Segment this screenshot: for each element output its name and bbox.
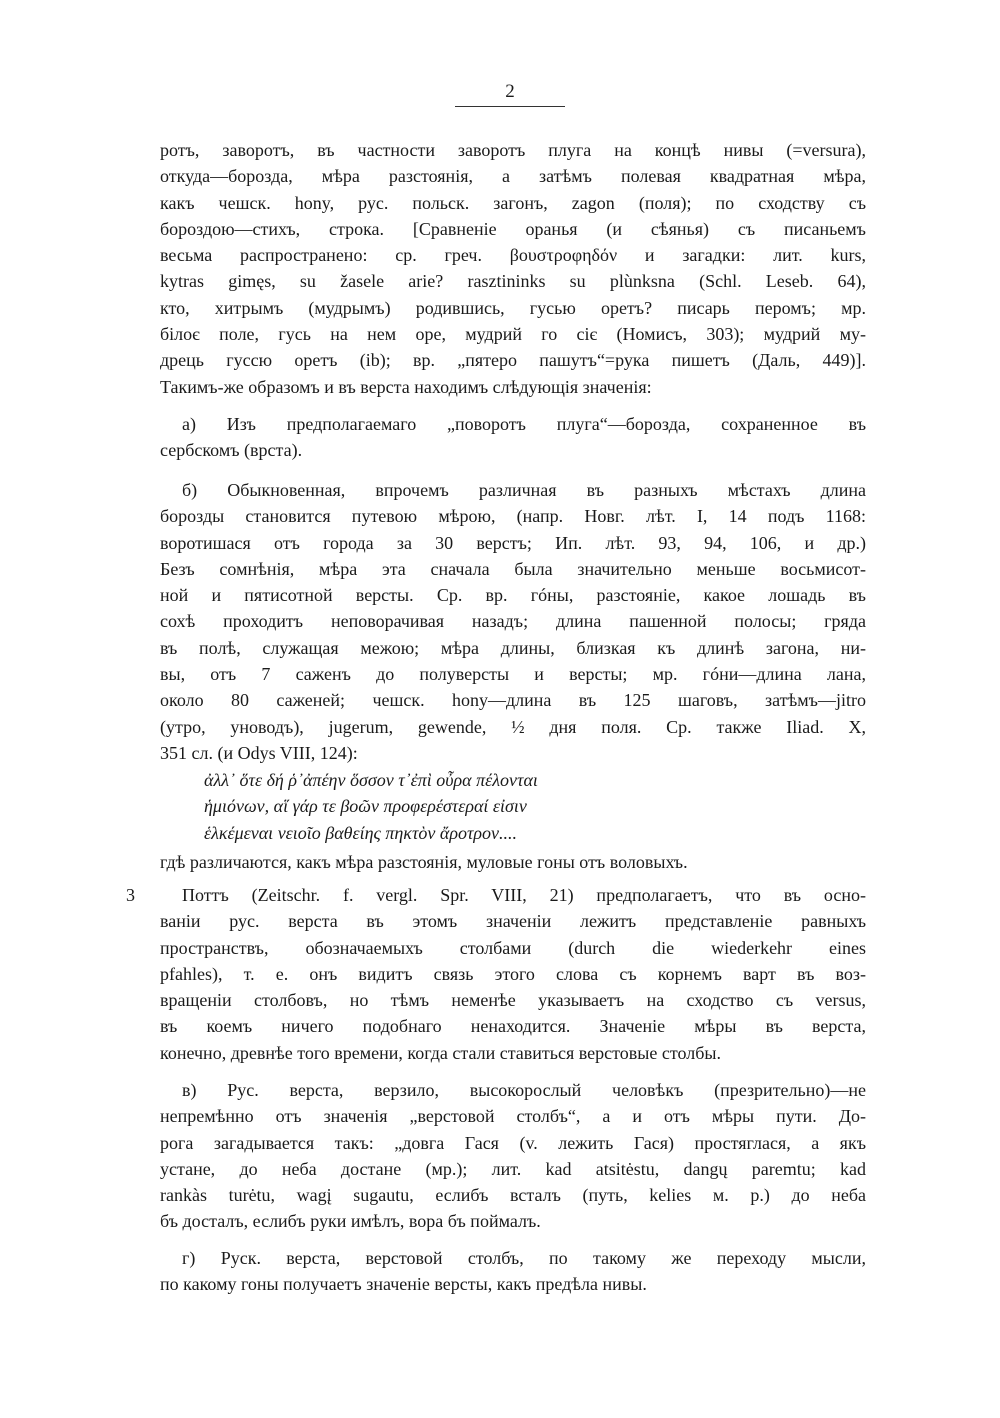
- text-line: ἑλκέμεναι νειοῖο βαθείης πηκτὸν ἄροτρον....: [204, 822, 518, 843]
- text-line: борозды становится путевою мѣрою, (напр. Новг. лѣт. I, 14 подъ 1168:: [160, 506, 866, 527]
- text-line: откуда—борозда, мѣра разстоянія, а затѣмъ полевая квадратная мѣра,: [160, 166, 866, 187]
- text-line: ἀλλ᾽ ὅτε δή ῥ᾽ἀπέην ὅσσον τ᾽ἐπὶ οὖρα πέλονται: [204, 770, 538, 790]
- text-line: pfahles), т. е. онъ видитъ связь этого слова съ корнемъ варт въ воз-: [160, 963, 866, 984]
- text-line: въ полѣ, служащая межою; мѣра длины, близкая къ длинѣ загона, ни-: [160, 637, 866, 658]
- text-line: 351 сл. (и Odys VIII, 124):: [160, 742, 358, 763]
- text-line: в) Рус. верста, верзило, высокорослый человѣкъ (презрительно)—не: [182, 1080, 866, 1100]
- greek-quotation: [160, 767, 866, 846]
- text-line: сохѣ проходитъ неповорачивая назадъ; длина пашенной полосы; гряда: [160, 611, 866, 632]
- text-line: по какому гоны получаетъ значеніе версты, какъ предѣла нивы.: [160, 1274, 647, 1295]
- margin-number: 3: [126, 885, 135, 905]
- text-line: непремѣнно отъ значенія „верстовой столбъ“, а и отъ мѣры пути. До-: [160, 1106, 866, 1127]
- text-line: устане, до неба достане (мр.); лит. kad atsitėstu, dangų paremtu; kad: [160, 1158, 866, 1179]
- text-line: (утро, уноводъ), jugerum, gewende, ½ дня поля. Ср. также Iliad. X,: [160, 716, 866, 737]
- text-line: бороздою—стихъ, строка. [Сравненіе оранья (и сѣянья) съ писаньемъ: [160, 218, 866, 239]
- text-line: Безъ сомнѣнія, мѣра эта сначала была значительно меньше восьмисот-: [160, 558, 866, 579]
- text-line: вращеніи столбовъ, но тѣмъ неменѣе указываетъ на сходство съ versus,: [160, 990, 866, 1011]
- text-line: kytras gimęs, su žasele arie? rasztininks su plùnksna (Schl. Leseb. 64),: [160, 271, 866, 292]
- paragraph-where: [160, 849, 866, 875]
- text-line: rankàs turėtu, wagį sugautu, еслибъ всталъ (путь, kelies м. р.) до неба: [160, 1185, 866, 1206]
- text-line: весьма распространено: ср. греч. βουστροφηδόν и загадки: лит. kurs,: [160, 245, 866, 266]
- text-line: вы, отъ 7 саженъ до полуверсты и версты; мр. гóни—длина лана,: [160, 664, 866, 685]
- text-line: конечно, древнѣе того времени, когда стали ставиться верстовые столбы.: [160, 1042, 721, 1063]
- text-line: ной и пятисотной версты. Ср. вр. гóны, разстояніе, какое лошадь въ: [160, 585, 866, 606]
- text-line: білоє поле, гусь на нем оре, мудрий го сіє (Номисъ, 303); мудрий му-: [160, 324, 866, 345]
- text-line: б) Обыкновенная, впрочемъ различная въ разныхъ мѣстахъ длина: [182, 480, 866, 500]
- text-line: гдѣ различаются, какъ мѣра разстоянія, муловые гоны отъ воловыхъ.: [160, 852, 688, 872]
- page-number: 2: [455, 82, 565, 107]
- text-line: г) Руск. верста, верстовой столбъ, по такому же переходу мысли,: [182, 1248, 866, 1268]
- paragraph-g: [160, 1245, 866, 1298]
- text-line: ваніи рус. верста въ этомъ значеніи лежитъ представленіе равныхъ: [160, 911, 866, 932]
- text-line: воротишася отъ города за 30 верстъ; Ип. лѣт. 93, 94, 106, и др.): [160, 532, 866, 553]
- paragraph-pott: [160, 882, 866, 1066]
- text-line: около 80 саженей; чешск. hony—длина въ 125 шаговъ, затѣмъ—jitro: [160, 690, 866, 711]
- text-line: бъ досталъ, еслибъ руки имѣлъ, вора бъ поймалъ.: [160, 1211, 541, 1232]
- text-line: рога загадывается такъ: „довга Гася (v. лежить Гася) простяглася, а якъ: [160, 1132, 866, 1153]
- text-line: сербскомъ (врста).: [160, 440, 303, 461]
- paragraph-a: [160, 411, 866, 464]
- text-line: какъ чешск. hony, рус. польск. загонъ, zagon (поля); по сходству съ: [160, 192, 866, 213]
- text-line: Такимъ-же образомъ и въ верста находимъ слѣдующія значенія:: [160, 376, 652, 397]
- text-line: а) Изъ предполагаемаго „поворотъ плуга“—борозда, сохраненное въ: [182, 414, 866, 434]
- text-line: пространствъ, обозначаемыхъ столбами (durch die wiederkehr eines: [160, 937, 866, 958]
- paragraph-v: [160, 1077, 866, 1235]
- paragraph-b: [160, 477, 866, 766]
- paragraph-intro: [160, 137, 866, 400]
- text-line: дрець гуссю оретъ (ib); вр. „пятеро пашутъ“=рука пишетъ (Даль, 449)].: [160, 350, 866, 371]
- text-line: ротъ, заворотъ, въ частности заворотъ плуга на концѣ нивы (=versura),: [160, 140, 866, 160]
- text-line: кто, хитрымъ (мудрымъ) родившись, гусью оретъ? писарь перомъ; мр.: [160, 297, 866, 318]
- text-line: въ коемъ ничего подобнаго ненаходится. Значеніе мѣры въ верста,: [160, 1016, 866, 1037]
- text-line: Поттъ (Zeitschr. f. vergl. Spr. VIII, 21) предполагаетъ, что въ осно-: [182, 885, 866, 905]
- text-line: ἡμιόνων, αἵ γάρ τε βοῶν προφερέστεραί εἰσιν: [204, 796, 527, 817]
